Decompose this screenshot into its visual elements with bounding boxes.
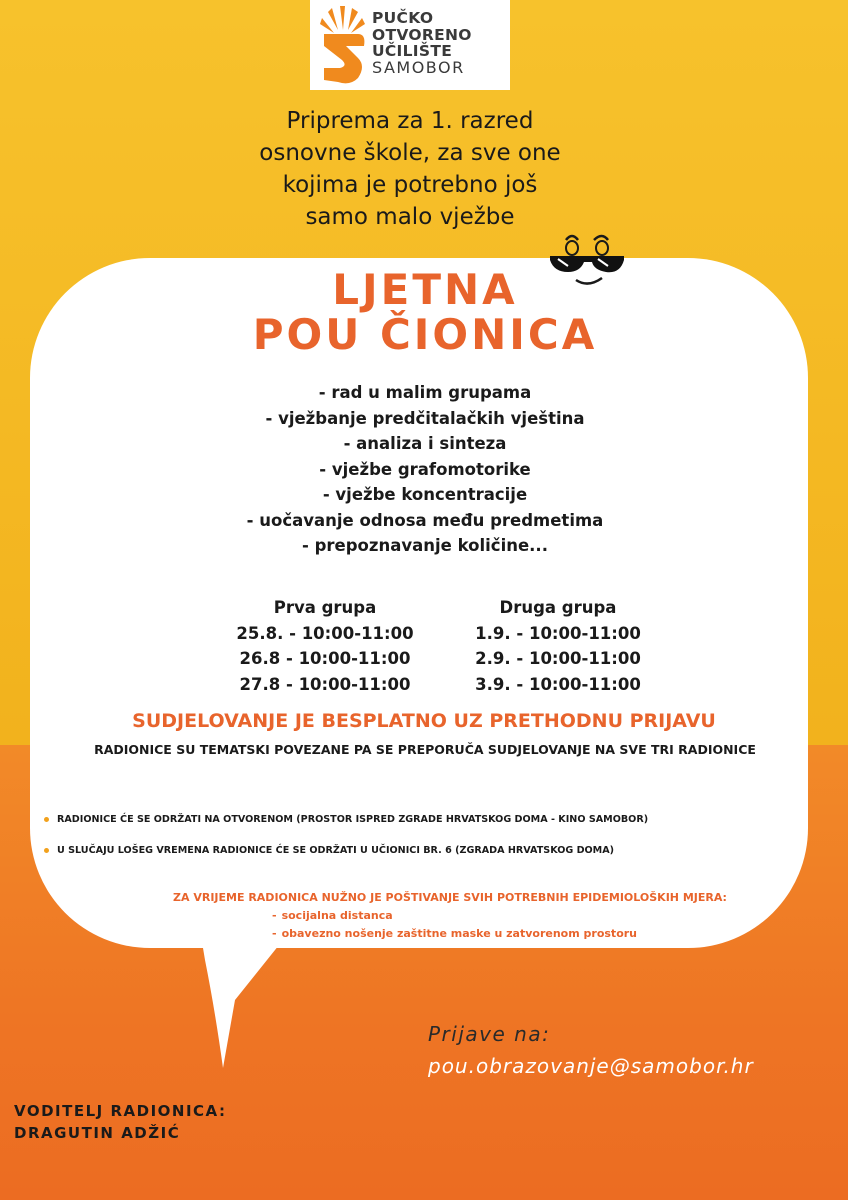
intro-line: Priprema za 1. razred: [286, 108, 534, 134]
schedule-group-2: [438, 595, 678, 697]
title-line-2: POU ČIONICA: [252, 310, 598, 359]
schedule-date: 27.8 - 10:00-11:00: [239, 674, 411, 694]
leader-label: VODITELJ RADIONICA:: [14, 1102, 227, 1120]
intro-text: [200, 105, 620, 233]
group-heading: Prva grupa: [273, 598, 377, 617]
recommendation-text: RADIONICE SU TEMATSKI POVEZANE PA SE PREPORUČA SUDJELOVANJE NA SVE TRI RADIONICE: [94, 742, 756, 757]
logo-line-1: PUČKO: [372, 9, 434, 27]
intro-line: kojima je potrebno još: [282, 172, 538, 198]
list-item: - rad u malim grupama: [318, 383, 532, 402]
schedule-date: 26.8 - 10:00-11:00: [239, 649, 411, 668]
bullet-dot-icon: [44, 817, 49, 822]
schedule-date: 25.8. - 10:00-11:00: [236, 623, 414, 643]
list-item: - vježbe grafomotorike: [319, 459, 531, 479]
free-participation-notice: SUDJELOVANJE JE BESPLATNO UZ PRETHODNU PRIJAVU: [132, 710, 716, 732]
logo-sun-icon: [318, 6, 366, 84]
epidemiological-item-text: obavezno nošenje zaštitne maske u zatvorenom prostoru: [281, 927, 638, 940]
epidemiological-item: - socijalna distanca: [272, 909, 393, 922]
list-item: - vježbanje predčitalačkih vještina: [265, 408, 585, 428]
workshop-leader: [14, 1100, 226, 1144]
logo-line-3: UČILIŠTE: [372, 42, 453, 60]
feature-list: [150, 380, 700, 559]
registration-email[interactable]: pou.obrazovanje@samobor.hr: [428, 1054, 754, 1078]
bad-weather-bullet: [44, 845, 784, 856]
leader-name: DRAGUTIN ADŽIĆ: [14, 1124, 181, 1142]
epidemiological-item: - obavezno nošenje zaštitne maske u zatvorenom prostoru: [272, 927, 638, 940]
logo-line-4: SAMOBOR: [372, 57, 465, 77]
list-item: - uočavanje odnosa među predmetima: [246, 510, 604, 530]
intro-line: samo malo vježbe: [305, 204, 515, 230]
schedule-date: 2.9. - 10:00-11:00: [475, 649, 641, 668]
intro-line: osnovne škole, za sve one: [259, 140, 561, 166]
bullet-dot-icon: [44, 848, 49, 853]
speech-bubble-tail: [195, 900, 315, 1070]
list-item: - prepoznavanje količine...: [302, 536, 548, 555]
schedule-group-1: [205, 595, 445, 697]
logo-line-2: OTVORENO: [372, 25, 472, 44]
title-line-1: LJETNA: [332, 265, 518, 314]
schedule-date: 1.9. - 10:00-11:00: [475, 623, 641, 643]
bullet-text: RADIONICE ĆE SE ODRŽATI NA OTVORENOM (PROSTOR ISPRED ZGRADE HRVATSKOG DOMA - KINO SAMOBOR): [57, 814, 649, 825]
logo: [310, 0, 510, 90]
location-bullet: [44, 814, 784, 825]
bullet-text: U SLUČAJU LOŠEG VREMENA RADIONICE ĆE SE ODRŽATI U UČIONICI BR. 6 (ZGRADA HRVATSKOG DOMA): [57, 845, 615, 856]
list-item: - vježbe koncentracije: [322, 485, 528, 504]
schedule-date: 3.9. - 10:00-11:00: [475, 674, 641, 694]
epidemiological-item-text: socijalna distanca: [281, 909, 393, 922]
group-heading: Druga grupa: [499, 598, 617, 617]
epidemiological-heading: ZA VRIJEME RADIONICA NUŽNO JE POŠTIVANJE SVIH POTREBNIH EPIDEMIOLOŠKIH MJERA:: [173, 891, 727, 904]
registration-label: Prijave na:: [428, 1022, 551, 1046]
list-item: - analiza i sinteza: [343, 434, 507, 453]
